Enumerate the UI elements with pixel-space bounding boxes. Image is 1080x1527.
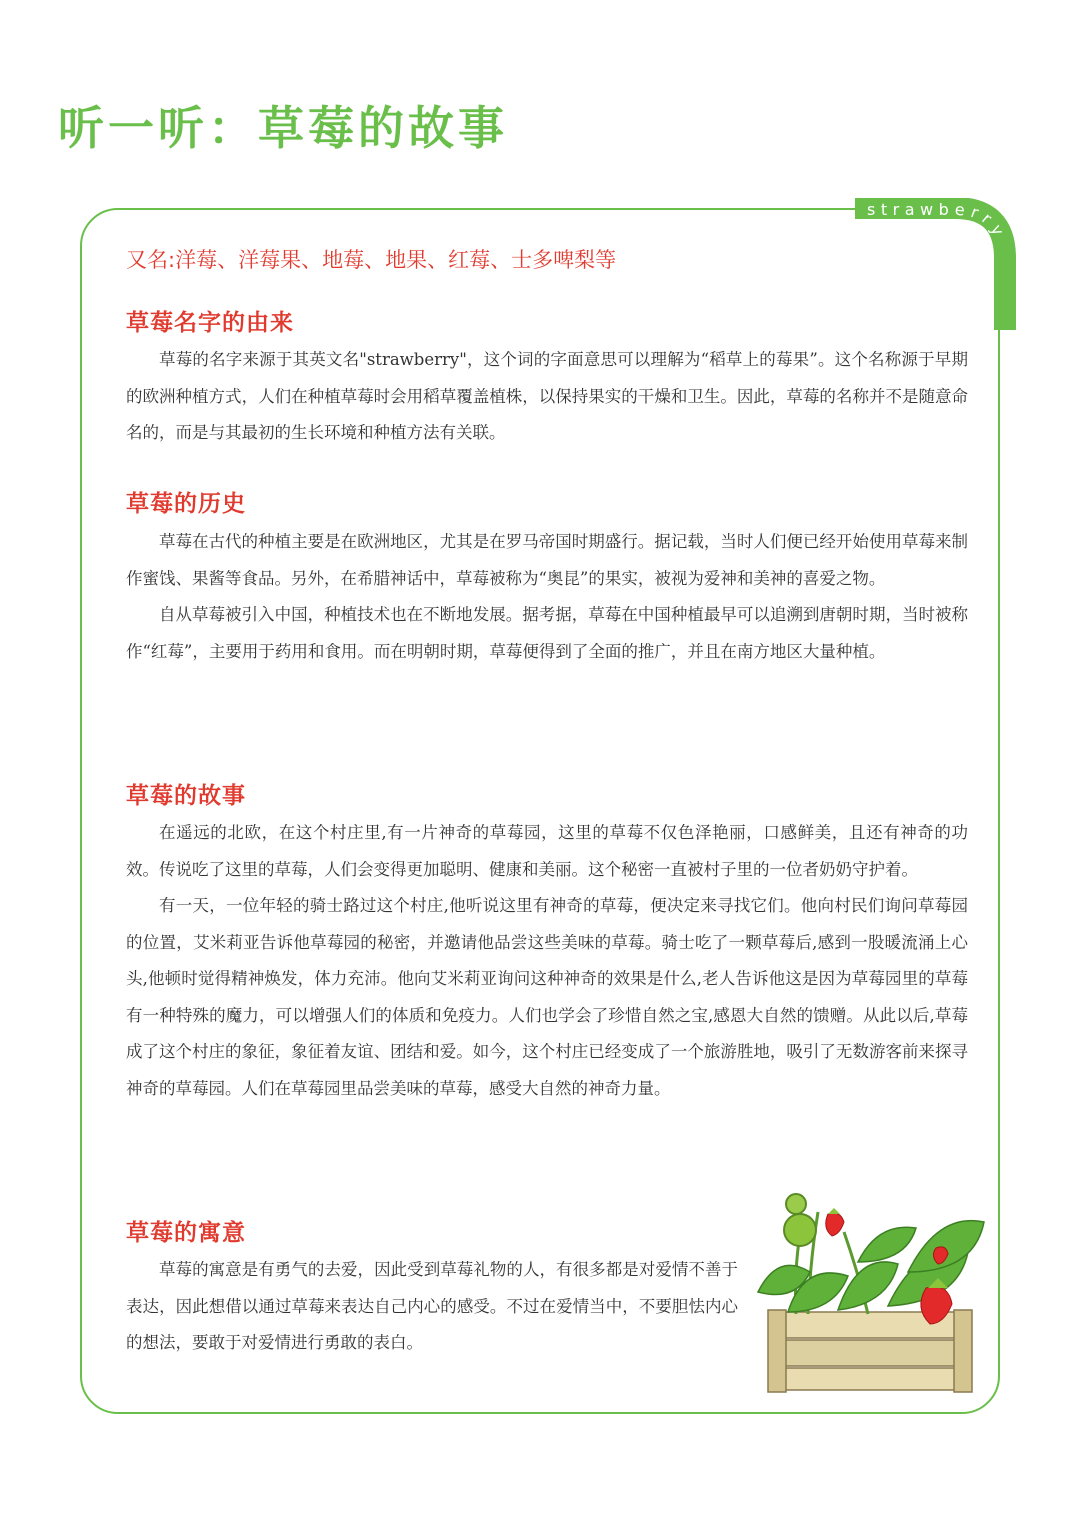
section-origin [126, 342, 968, 452]
paragraph: 草莓的寓意是有勇气的去爱，因此受到草莓礼物的人，有很多都是对爱情不善于表达，因此想借以通过草莓来表达自己内心的感受。不过在爱情当中，不要胆怯内心的想法，要敢于对爱情进行勇敢的表白。 [126, 1260, 738, 1352]
strawberry-plant-illustration [748, 1192, 994, 1394]
alias-line: 又名:洋莓、洋莓果、地莓、地果、红莓、士多啤梨等 [126, 248, 617, 272]
wooden-crate [768, 1310, 972, 1392]
paragraph: 草莓在古代的种植主要是在欧洲地区，尤其是在罗马帝国时期盛行。据记载，当时人们便已经开始使用草莓来制作蜜饯、果酱等食品。另外，在希腊神话中，草莓被称为“奥昆”的果实，被视为爱神和美神的喜爱之物。 [126, 532, 968, 588]
heading-meaning: 草莓的寓意 [126, 1220, 246, 1246]
strawberry-ribbon [855, 198, 1018, 330]
paragraph: 有一天，一位年轻的骑士路过这个村庄,他听说这里有神奇的草莓，便决定来寻找它们。他向村民们询问草莓园的位置，艾米莉亚告诉他草莓园的秘密，并邀请他品尝这些美味的草莓。骑士吃了一颗草莓后,感到一股暖流涌上心头,他顿时觉得精神焕发，体力充沛。他向艾米莉亚询问这种神奇的效果是什么,老人告诉他这是因为草莓园里的草莓有一种特殊的魔力，可以增强人们的体质和免疫力。人们也学会了珍惜自然之宝,感恩大自然的馈赠。从此以后,草莓成了这个村庄的象征，象征着友谊、团结和爱。如今，这个村庄已经变成了一个旅游胜地，吸引了无数游客前来探寻神奇的草莓园。人们在草莓园里品尝美味的草莓，感受大自然的神奇力量。 [126, 896, 968, 1098]
page-title: 听一听：草莓的故事 [58, 101, 508, 155]
heading-story: 草莓的故事 [126, 783, 246, 809]
paragraph: 自从草莓被引入中国，种植技术也在不断地发展。据考据，草莓在中国种植最早可以追溯到唐朝时期，当时被称作“红莓”，主要用于药用和食用。而在明朝时期，草莓便得到了全面的推广，并且在南方地区大量种植。 [126, 605, 968, 661]
paragraph: 在遥远的北欧，在这个村庄里,有一片神奇的草莓园，这里的草莓不仅色泽艳丽，口感鲜美，且还有神奇的功效。传说吃了这里的草莓，人们会变得更加聪明、健康和美丽。这个秘密一直被村子里的一位者奶奶守护着。 [126, 823, 968, 879]
ribbon-text: strawberry [867, 199, 1011, 244]
heading-history: 草莓的历史 [126, 491, 246, 517]
heading-origin: 草莓名字的由来 [126, 310, 294, 336]
paragraph: 草莓的名字来源于其英文名"strawberry"，这个词的字面意思可以理解为“稻草上的莓果”。这个名称源于早期的欧洲种植方式，人们在种植草莓时会用稻草覆盖植株，以保持果实的干燥和卫生。因此，草莓的名称并不是随意命名的，而是与其最初的生长环境和种植方法有关联。 [126, 350, 968, 442]
section-history [126, 524, 968, 670]
section-meaning [126, 1252, 738, 1362]
section-story [126, 815, 968, 1107]
